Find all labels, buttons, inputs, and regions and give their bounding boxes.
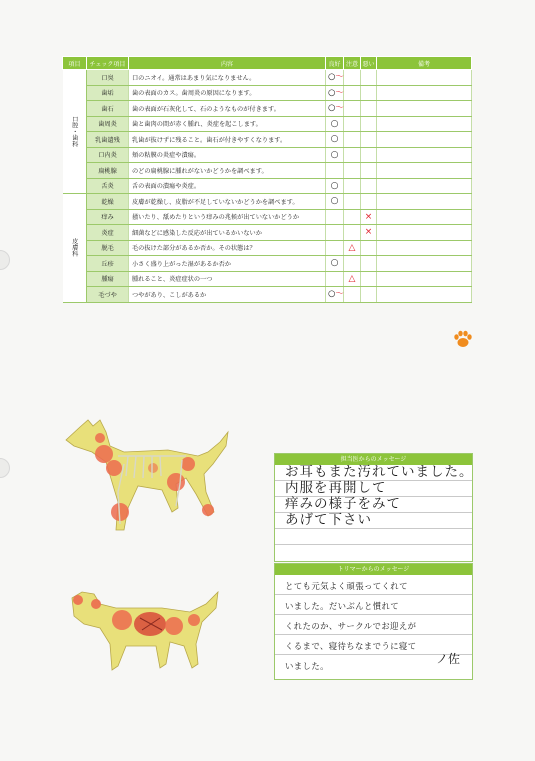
check-item: 炎症: [87, 225, 129, 241]
table-row: [63, 163, 472, 179]
mark-bad: ×: [364, 227, 373, 238]
trimmer-line: くれたのか、サークルでお迎えが: [285, 621, 417, 631]
mark-cell-caution: [344, 85, 361, 101]
vet-message-box: [274, 453, 473, 562]
check-description: つやがあり、こしがあるか: [129, 287, 326, 303]
mark-cell-good: [326, 287, 344, 303]
mark-cell-good: [326, 194, 344, 210]
check-description: 毛の抜けた部分があるか否か。その状態は？: [129, 240, 326, 256]
check-description: 歯の表面のカス。歯周炎の原因になります。: [129, 85, 326, 101]
mark-cell-good: [326, 101, 344, 117]
mark-cell-good: [326, 256, 344, 272]
trimmer-message-box: [274, 563, 473, 680]
remarks-cell: [377, 147, 472, 163]
mark-cell-good: [326, 132, 344, 148]
mark-caution: △: [348, 242, 356, 253]
remarks-cell: [377, 240, 472, 256]
mark-range-part: 〜: [335, 72, 344, 82]
trimmer-line: とても元気よく頑張ってくれて: [285, 581, 408, 591]
table-row: [63, 240, 472, 256]
mark-cell-good: [326, 70, 344, 86]
mark-good: ○: [330, 258, 339, 269]
mark-good: ○: [330, 180, 339, 191]
check-description: 乳歯が抜けずに残ること。歯石が付きやすくなります。: [129, 132, 326, 148]
check-description: 舌の表面の潰瘍や炎症。: [129, 178, 326, 194]
header-caution: 注意: [344, 57, 361, 70]
paw-icon: [452, 328, 474, 350]
mark-cell-good: [326, 178, 344, 194]
check-description: 歯と歯肉の間が赤く腫れ、炎症を起こします。: [129, 116, 326, 132]
check-item: 歯石: [87, 101, 129, 117]
table-row: [63, 271, 472, 287]
table-row: [63, 85, 472, 101]
mark-cell-bad: [361, 163, 377, 179]
mark-cell-caution: [344, 132, 361, 148]
mark-good: ○: [330, 149, 339, 160]
mark-cell-bad: [361, 101, 377, 117]
remarks-cell: [377, 287, 472, 303]
mark-range-part: 〜: [335, 87, 344, 98]
trimmer-signature: ノ佐: [435, 652, 460, 666]
remarks-cell: [377, 178, 472, 194]
table-row: [63, 256, 472, 272]
check-description: 歯の表面が石灰化して、石のようなものが付きます。: [129, 101, 326, 117]
mark-range-part: ○: [328, 289, 336, 299]
check-item: 口内炎: [87, 147, 129, 163]
mark-good: ○: [330, 118, 339, 129]
table-row: [63, 101, 472, 117]
table-row: [63, 225, 472, 241]
check-item: 痒み: [87, 209, 129, 225]
dog-organs-illustration: [66, 584, 226, 684]
table-row: [63, 287, 472, 303]
health-check-table: [62, 56, 472, 303]
header-bad: 悪い: [361, 57, 377, 70]
punch-hole-bottom: [0, 458, 10, 478]
check-description: 掻いたり、舐めたりという痒みの兆候が出ていないかどうか: [129, 209, 326, 225]
mark-cell-good: [326, 116, 344, 132]
vet-message-header: 担当医からのメッセージ: [275, 454, 472, 465]
check-item: 歯周炎: [87, 116, 129, 132]
mark-cell-caution: [344, 225, 361, 241]
mark-cell-bad: [361, 256, 377, 272]
category-skin: 皮膚科: [63, 194, 87, 303]
mark-bad: ×: [364, 211, 373, 222]
mark-cell-bad: [361, 287, 377, 303]
trimmer-message-header: トリマーからのメッセージ: [275, 564, 472, 575]
mark-cell-caution: [344, 101, 361, 117]
table-row: [63, 209, 472, 225]
table-row: [63, 178, 472, 194]
check-item: 腫瘍: [87, 271, 129, 287]
mark-cell-good: [326, 271, 344, 287]
mark-cell-bad: [361, 85, 377, 101]
mark-good: ○: [330, 134, 339, 145]
header-remarks: 備考: [377, 57, 472, 70]
mark-range-part: 〜: [335, 103, 344, 113]
mark-range-part: 〜: [335, 289, 344, 299]
mark-range-part: ○: [328, 87, 336, 98]
mark-cell-bad: [361, 225, 377, 241]
remarks-cell: [377, 85, 472, 101]
mark-cell-bad: [361, 271, 377, 287]
mark-cell-bad: [361, 178, 377, 194]
vet-line: [285, 529, 470, 545]
remarks-cell: [377, 194, 472, 210]
trimmer-line: くるまで、寝待ちなまでうに寝て: [285, 641, 417, 651]
mark-cell-bad: [361, 194, 377, 210]
check-item: 口臭: [87, 70, 129, 86]
check-description: 腫れること、炎症症状の一つ: [129, 271, 326, 287]
header-content: 内容: [129, 57, 326, 70]
check-description: 皮膚が乾燥し、皮脂が不足していないかどうかを調べます。: [129, 194, 326, 210]
mark-cell-bad: [361, 147, 377, 163]
table-row: [63, 147, 472, 163]
mark-cell-caution: [344, 209, 361, 225]
mark-cell-bad: [361, 70, 377, 86]
mark-cell-caution: [344, 70, 361, 86]
punch-hole-top: [0, 250, 10, 270]
check-item: 乾燥: [87, 194, 129, 210]
mark-cell-good: [326, 209, 344, 225]
remarks-cell: [377, 271, 472, 287]
mark-cell-bad: [361, 116, 377, 132]
mark-cell-caution: [344, 116, 361, 132]
check-description: 口のニオイ。通常はあまり気になりません。: [129, 70, 326, 86]
vet-message-text: [285, 464, 474, 545]
vet-line: 痒みの様子をみて: [285, 496, 401, 512]
category-oral: 口腔・歯科: [63, 70, 87, 194]
trimmer-line: いました。だいぶんと慣れて: [285, 601, 400, 611]
check-description: 細菌などに感染した反応が出ているかいないか: [129, 225, 326, 241]
remarks-cell: [377, 70, 472, 86]
check-description: 頬の粘膜の炎症や潰瘍。: [129, 147, 326, 163]
header-good: 良好: [326, 57, 344, 70]
vet-line: 内服を再開して: [285, 480, 387, 496]
mark-cell-bad: [361, 132, 377, 148]
mark-cell-caution: [344, 178, 361, 194]
mark-range-part: ○: [328, 72, 336, 82]
mark-caution: △: [348, 273, 356, 284]
mark-cell-good: [326, 85, 344, 101]
table-row: [63, 116, 472, 132]
check-item: 脱毛: [87, 240, 129, 256]
dog-skeleton-illustration: [58, 412, 233, 542]
mark-cell-caution: [344, 271, 361, 287]
table-row: [63, 132, 472, 148]
vet-line: あげて下さい: [285, 512, 372, 528]
header-category: 項目: [63, 57, 87, 70]
check-description: 小さく盛り上がった湿があるか否か: [129, 256, 326, 272]
mark-cell-caution: [344, 194, 361, 210]
mark-cell-caution: [344, 147, 361, 163]
mark-cell-bad: [361, 240, 377, 256]
remarks-cell: [377, 209, 472, 225]
mark-good: ○: [330, 196, 339, 207]
mark-cell-caution: [344, 163, 361, 179]
vet-line: お耳もまた汚れていました。: [285, 464, 474, 480]
remarks-cell: [377, 163, 472, 179]
mark-cell-good: [326, 163, 344, 179]
mark-cell-good: [326, 147, 344, 163]
remarks-cell: [377, 256, 472, 272]
remarks-cell: [377, 116, 472, 132]
check-description: のどの扁桃腺に腫れがないかどうかを調べます。: [129, 163, 326, 179]
check-item: 丘疹: [87, 256, 129, 272]
mark-cell-bad: [361, 209, 377, 225]
mark-cell-good: [326, 240, 344, 256]
mark-range-part: ○: [328, 103, 336, 113]
remarks-cell: [377, 101, 472, 117]
mark-cell-caution: [344, 240, 361, 256]
header-check-item: チェック項目: [87, 57, 129, 70]
check-item: 歯垢: [87, 85, 129, 101]
table-row: [63, 194, 472, 210]
remarks-cell: [377, 132, 472, 148]
check-item: 乳歯遺残: [87, 132, 129, 148]
check-item: 毛づや: [87, 287, 129, 303]
mark-cell-good: [326, 225, 344, 241]
trimmer-line: いました。: [285, 661, 329, 671]
table-header-row: [63, 57, 472, 70]
mark-cell-caution: [344, 287, 361, 303]
remarks-cell: [377, 225, 472, 241]
check-item: 舌炎: [87, 178, 129, 194]
table-row: [63, 70, 472, 86]
check-item: 扁桃腺: [87, 163, 129, 179]
mark-cell-caution: [344, 256, 361, 272]
